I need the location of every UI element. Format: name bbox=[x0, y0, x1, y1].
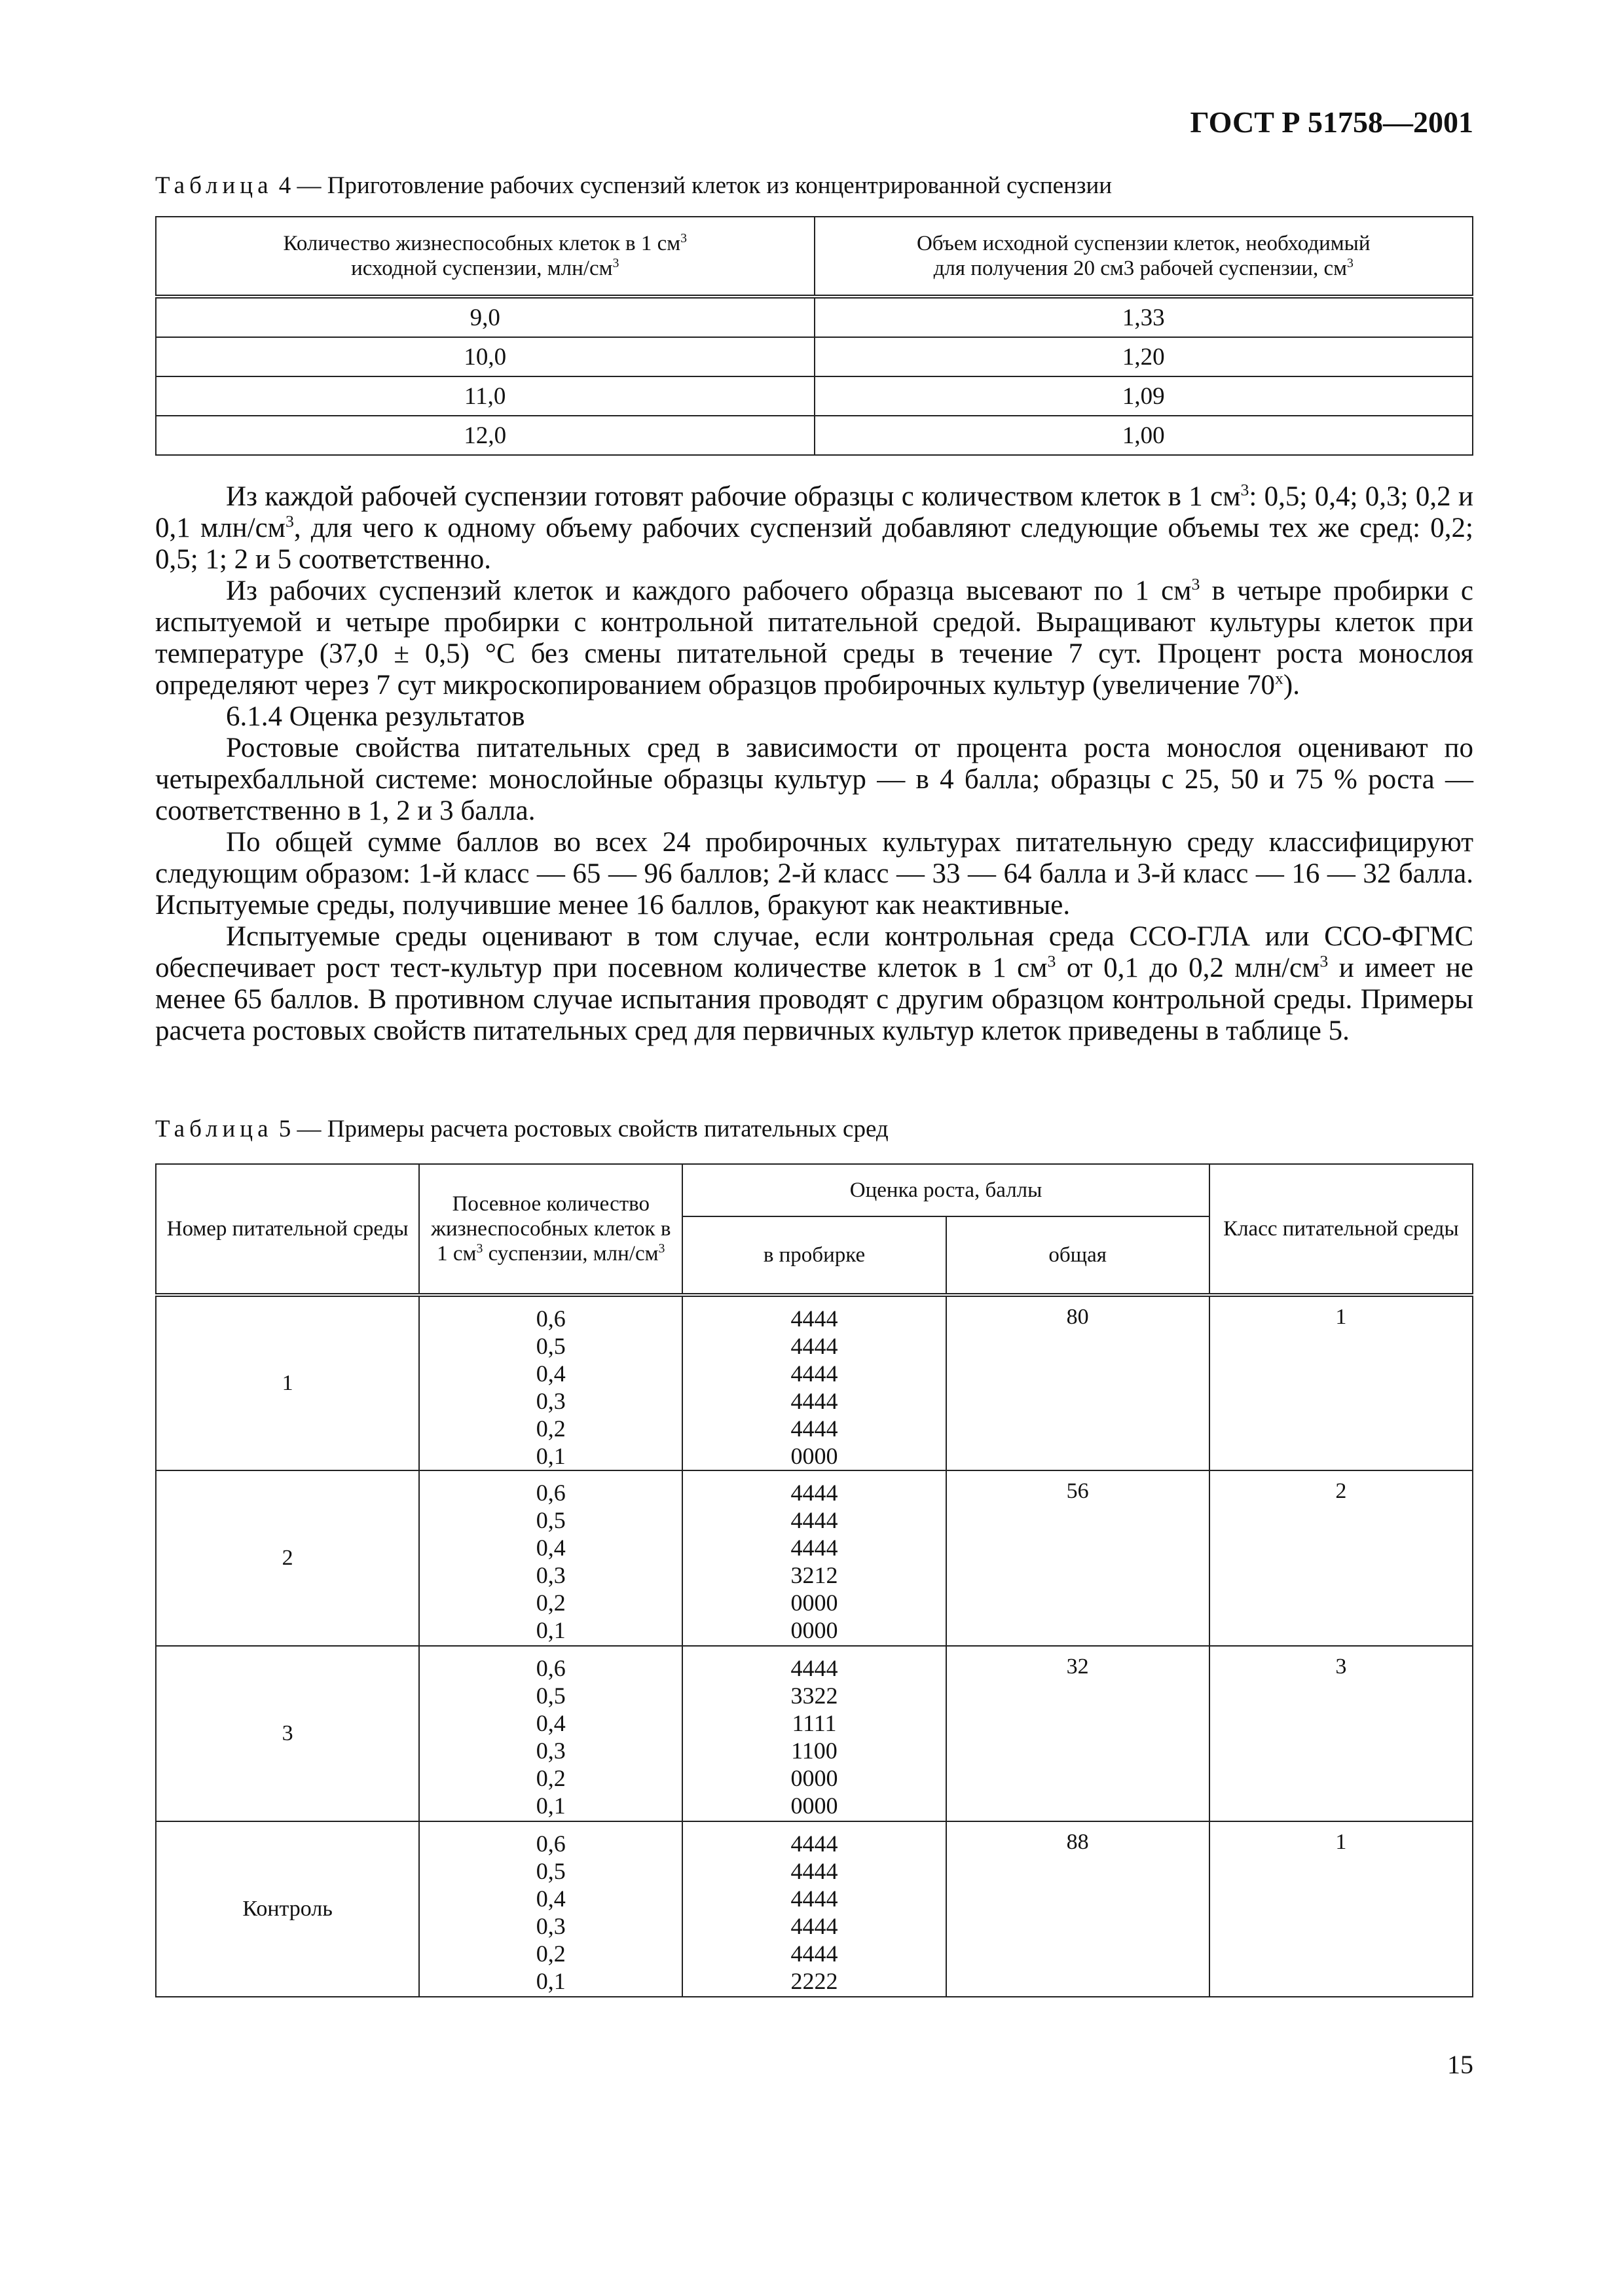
superscript: 3 bbox=[1240, 480, 1249, 500]
paragraph-text: : 0,5; 0,4; 0,3; 0,2 и 0,1 млн/см bbox=[155, 481, 1473, 543]
table5-total-cell: 80 bbox=[946, 1295, 1209, 1470]
tube-score: 4444 bbox=[790, 1360, 838, 1387]
table5-tube-cell bbox=[682, 1295, 946, 1470]
table5-class-cell: 3 bbox=[1209, 1646, 1473, 1821]
paragraph: Ростовые свойства питательных сред в зависимости от процента роста монослоя оценивают по четырехбалльной системе: монослойные образцы культур — в 4 балла; образцы с 25, 50 и 75 % роста — соответственно в 1, 2 и 3 балла. bbox=[155, 733, 1473, 826]
table5-caption-label: Таблица bbox=[155, 1116, 273, 1142]
table5-caption bbox=[155, 1115, 889, 1143]
table5-seed-header-b: суспензии, млн/см bbox=[488, 1242, 659, 1266]
tube-score: 4444 bbox=[790, 1858, 838, 1884]
table5-total-cell: 88 bbox=[946, 1821, 1209, 1997]
table4-col2-line2: для получения 20 см3 рабочей суспензии, см bbox=[933, 257, 1347, 280]
tube-score: 4444 bbox=[790, 1480, 838, 1506]
table5-growth-header: Оценка роста, баллы bbox=[682, 1164, 1209, 1216]
seed-value: 0,1 bbox=[536, 1443, 566, 1469]
tube-score: 0000 bbox=[790, 1590, 838, 1616]
paragraph-text: ). bbox=[1283, 670, 1300, 701]
table5-seed-header-a: Посевное количество жизнеспособных клеток в 1 см bbox=[431, 1192, 671, 1266]
seed-value: 0,3 bbox=[536, 1913, 566, 1939]
table5-body bbox=[156, 1295, 1473, 1997]
tube-score: 0000 bbox=[790, 1765, 838, 1791]
table4-cells-value: 10,0 bbox=[156, 337, 815, 376]
table5-tube-cell bbox=[682, 1646, 946, 1821]
page-number: 15 bbox=[1447, 2050, 1473, 2079]
seed-value: 0,4 bbox=[536, 1360, 566, 1387]
tube-score: 0000 bbox=[790, 1617, 838, 1643]
body-text bbox=[155, 481, 1473, 1047]
tube-score: 4444 bbox=[790, 1535, 838, 1561]
table4-volume-value: 1,00 bbox=[815, 416, 1473, 455]
table5-tube-cell bbox=[682, 1821, 946, 1997]
seed-value: 0,6 bbox=[536, 1831, 566, 1857]
table5-total-cell: 32 bbox=[946, 1646, 1209, 1821]
table5-seed-header bbox=[419, 1164, 682, 1295]
table4-volume-value: 1,20 bbox=[815, 337, 1473, 376]
superscript: 3 bbox=[1191, 574, 1200, 594]
table4-cells-value: 12,0 bbox=[156, 416, 815, 455]
superscript: 3 bbox=[1319, 951, 1329, 971]
seed-value: 0,1 bbox=[536, 1617, 566, 1643]
superscript: 3 bbox=[1047, 951, 1056, 971]
paragraph-text: от 0,1 до 0,2 млн/см bbox=[1056, 953, 1320, 983]
tube-score: 4444 bbox=[790, 1507, 838, 1533]
tube-score: 1100 bbox=[791, 1738, 838, 1764]
table5-medium-cell: 3 bbox=[156, 1646, 419, 1821]
superscript: 3 bbox=[1346, 256, 1354, 270]
table5-class-cell: 1 bbox=[1209, 1821, 1473, 1997]
paragraph-text: в четыре пробирки с испытуемой и четыре пробирки с контрольной питательной средой. Выращивают культуры клеток при температуре (37,0 ± 0,5) °С без смены питательной среды в течение 7 сут. Процент роста монослоя определяют через 7 сут микроскопированием образцов пробирочных культур (увеличение 70 bbox=[155, 575, 1474, 701]
seed-value: 0,5 bbox=[536, 1858, 566, 1884]
table4-col-cells-header bbox=[156, 217, 815, 297]
paragraph-text: , для чего к одному объему рабочих суспензий добавляют следующие объемы тех же сред: 0,2; 0,5; 1; 2 и 5 соответственно. bbox=[155, 513, 1473, 575]
seed-value: 0,1 bbox=[536, 1793, 566, 1819]
seed-value: 0,4 bbox=[536, 1886, 566, 1912]
tube-score: 0000 bbox=[790, 1793, 838, 1819]
tube-score: 4444 bbox=[790, 1886, 838, 1912]
table5-tube-cell bbox=[682, 1470, 946, 1646]
paragraph bbox=[155, 481, 1473, 575]
seed-value: 0,3 bbox=[536, 1562, 566, 1588]
table-row bbox=[156, 1821, 1473, 1997]
table5-total-cell: 56 bbox=[946, 1470, 1209, 1646]
section-heading: 6.1.4 Оценка результатов bbox=[226, 701, 525, 732]
table5-seed-cell bbox=[419, 1295, 682, 1470]
seed-value: 0,2 bbox=[536, 1415, 566, 1442]
table5-medium-cell: Контроль bbox=[156, 1821, 419, 1997]
table4-col1-line1: Количество жизнеспособных клеток в 1 см bbox=[283, 232, 681, 255]
table4-volume-value: 1,09 bbox=[815, 376, 1473, 416]
table4-cells-value: 9,0 bbox=[156, 297, 815, 337]
table4-caption-text: 4 — Приготовление рабочих суспензий клеток из концентрированной суспензии bbox=[278, 172, 1113, 199]
seed-value: 0,5 bbox=[536, 1507, 566, 1533]
superscript: 3 bbox=[680, 231, 687, 246]
table-row bbox=[156, 337, 1473, 376]
table4-caption-label: Таблица bbox=[155, 172, 273, 199]
tube-score: 4444 bbox=[790, 1941, 838, 1967]
seed-value: 0,2 bbox=[536, 1590, 566, 1616]
paragraph: По общей сумме баллов во всех 24 пробирочных культурах питательную среду классифицируют следующим образом: 1-й класс — 65 — 96 баллов; 2-й класс — 33 — 64 балла и 3-й класс — 16 — 32 балла. Испытуемые среды, получившие менее 16 баллов, бракуют как неактивные. bbox=[155, 827, 1473, 920]
superscript: 3 bbox=[285, 511, 294, 531]
table5 bbox=[155, 1163, 1473, 1997]
tube-score: 3212 bbox=[790, 1562, 838, 1588]
table5-seed-cell bbox=[419, 1821, 682, 1997]
table4-col1-line2: исходной суспензии, млн/см bbox=[351, 257, 613, 280]
seed-value: 0,2 bbox=[536, 1765, 566, 1791]
tube-score: 3322 bbox=[790, 1683, 838, 1709]
table5-class-header: Класс питательной среды bbox=[1209, 1164, 1473, 1295]
tube-score: 4444 bbox=[790, 1913, 838, 1939]
table4-cells-value: 11,0 bbox=[156, 376, 815, 416]
paragraph bbox=[155, 575, 1473, 701]
table4-header-row bbox=[156, 217, 1473, 297]
table4 bbox=[155, 216, 1473, 456]
table-row bbox=[156, 297, 1473, 337]
paragraph-text: и имеет не менее 65 баллов. В противном случае испытания проводят с другим образцом контрольной среды. Примеры расчета ростовых свойств питательных сред для первичных культур клеток приведены в таблице 5. bbox=[155, 953, 1473, 1046]
seed-value: 0,4 bbox=[536, 1535, 566, 1561]
tube-score: 1111 bbox=[792, 1710, 837, 1736]
table5-seed-cell bbox=[419, 1470, 682, 1646]
superscript: x bbox=[1274, 668, 1283, 688]
table4-col-volume-header bbox=[815, 217, 1473, 297]
table-row bbox=[156, 416, 1473, 455]
tube-score: 4444 bbox=[790, 1333, 838, 1359]
tube-score: 4444 bbox=[790, 1305, 838, 1332]
tube-score: 4444 bbox=[790, 1388, 838, 1414]
table5-total-header: общая bbox=[946, 1216, 1209, 1295]
seed-value: 0,3 bbox=[536, 1388, 566, 1414]
seed-value: 0,6 bbox=[536, 1480, 566, 1506]
seed-value: 0,1 bbox=[536, 1968, 566, 1994]
seed-value: 0,5 bbox=[536, 1683, 566, 1709]
tube-score: 4444 bbox=[790, 1655, 838, 1681]
seed-value: 0,4 bbox=[536, 1710, 566, 1736]
superscript: 3 bbox=[476, 1241, 483, 1256]
paragraph-text: Из рабочих суспензий клеток и каждого рабочего образца высевают по 1 см bbox=[226, 575, 1192, 606]
seed-value: 0,2 bbox=[536, 1941, 566, 1967]
document-code: ГОСТ Р 51758—2001 bbox=[1190, 105, 1473, 139]
table-row bbox=[156, 1470, 1473, 1646]
seed-value: 0,3 bbox=[536, 1738, 566, 1764]
paragraph bbox=[155, 921, 1473, 1047]
tube-score: 4444 bbox=[790, 1831, 838, 1857]
table5-medium-header: Номер питательной среды bbox=[156, 1164, 419, 1295]
tube-score: 2222 bbox=[790, 1968, 838, 1994]
seed-value: 0,6 bbox=[536, 1305, 566, 1332]
seed-value: 0,5 bbox=[536, 1333, 566, 1359]
table4-volume-value: 1,33 bbox=[815, 297, 1473, 337]
seed-value: 0,6 bbox=[536, 1655, 566, 1681]
tube-score: 0000 bbox=[790, 1443, 838, 1469]
table-row bbox=[156, 376, 1473, 416]
table5-medium-cell: 1 bbox=[156, 1295, 419, 1470]
table5-class-cell: 2 bbox=[1209, 1470, 1473, 1646]
table5-header-row bbox=[156, 1164, 1473, 1216]
paragraph-text: Испытуемые среды оценивают в том случае, если контрольная среда ССО-ГЛА или ССО-ФГМС обеспечивает рост тест-культур при посевном количестве клеток в 1 см bbox=[155, 921, 1473, 983]
table5-seed-cell bbox=[419, 1646, 682, 1821]
table5-tube-header: в пробирке bbox=[682, 1216, 946, 1295]
table5-medium-cell: 2 bbox=[156, 1470, 419, 1646]
table-row bbox=[156, 1646, 1473, 1821]
table4-col2-line1: Объем исходной суспензии клеток, необходимый bbox=[916, 232, 1371, 255]
table-row bbox=[156, 1295, 1473, 1470]
table5-caption-text: 5 — Примеры расчета ростовых свойств питательных сред bbox=[278, 1116, 889, 1142]
table5-class-cell: 1 bbox=[1209, 1295, 1473, 1470]
superscript: 3 bbox=[658, 1241, 665, 1256]
superscript: 3 bbox=[612, 256, 619, 270]
table4-caption bbox=[155, 172, 1112, 200]
tube-score: 4444 bbox=[790, 1415, 838, 1442]
paragraph-text: Из каждой рабочей суспензии готовят рабочие образцы с количеством клеток в 1 см bbox=[226, 481, 1241, 512]
